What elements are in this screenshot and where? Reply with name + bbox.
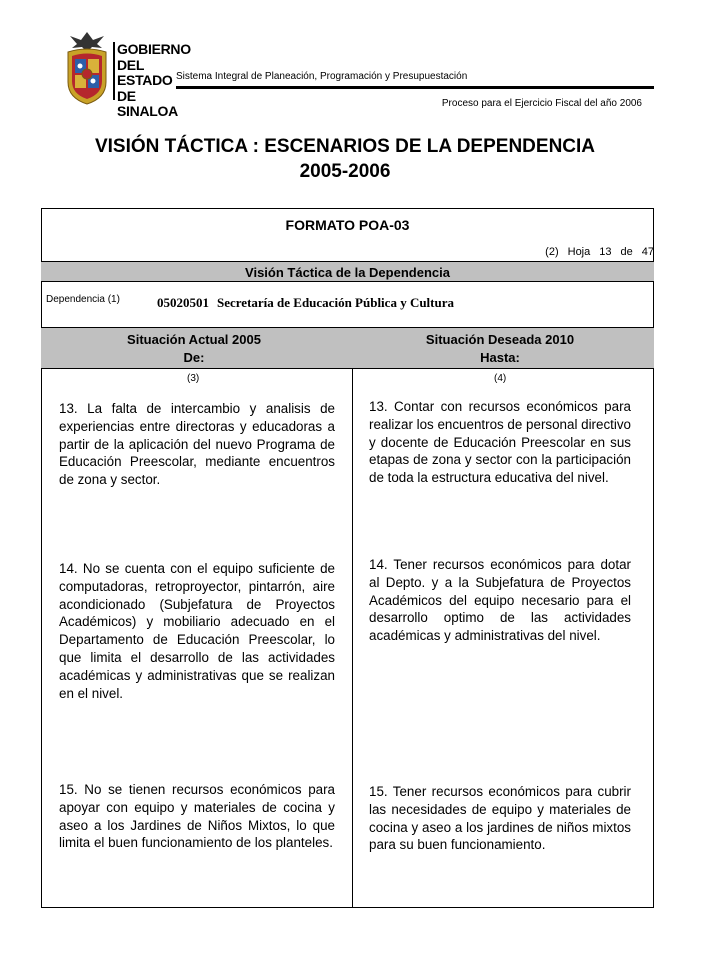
desired-title: Situación Deseada 2010 [425, 332, 575, 347]
logo-divider [113, 42, 115, 100]
section-title: Visión Táctica de la Dependencia [41, 261, 654, 282]
desired-item-15: 15. Tener recursos económicos para cubrir las necesidades de equipo y materiales de cocina y aseo a los jardines de niños mixtos para su buen funcionamiento. [369, 784, 631, 853]
dependency-value [157, 295, 462, 311]
sheet-indicator [545, 246, 654, 258]
header-rule [176, 86, 654, 89]
current-subtitle: De: [183, 350, 205, 365]
sheet-number: 13 [599, 246, 612, 258]
desired-ref: (4) [494, 373, 507, 384]
column-header-current [41, 331, 347, 367]
dependency-label: Dependencia (1) [46, 294, 120, 305]
government-name: GOBIERNO DEL ESTADO DE SINALOA [117, 41, 191, 119]
of-label: de [620, 246, 633, 258]
total-sheets: 47 [641, 246, 654, 258]
dependency-name: Secretaría de Educación Pública y Cultura [217, 295, 455, 310]
format-name: FORMATO POA-03 [285, 217, 410, 233]
current-item-13: 13. La falta de intercambio y analisis de experiencias entre directoras y educadoras a partir de la aplicación del nuevo Programa de Educación Preescolar, mediante encuentros de zona y sector. [59, 401, 335, 488]
desired-item-14: 14. Tener recursos económicos para dotar al Depto. y a la Subjefatura de Proyectos Académicos del equipo necesario para el desarrollo optimo de las actividades académicas y administrativas del nivel. [369, 557, 631, 644]
sheet-label: Hoja [567, 246, 591, 258]
current-title: Situación Actual 2005 [127, 332, 261, 347]
dependency-code: 05020501 [157, 295, 209, 310]
fiscal-process: Proceso para el Ejercicio Fiscal del año 2006 [441, 98, 642, 109]
current-item-15: 15. No se tienen recursos económicos para apoyar con equipo y materiales de cocina y aseo a los Jardines de Niños Mixtos, lo que limita el buen funcionamiento de los planteles. [59, 782, 335, 851]
desired-item-13: 13. Contar con recursos económicos para realizar los encuentros de personal directivo y docente de Educación Preescolar en sus etapas de zona y sector con la participación de toda la estructura educativa del nivel. [369, 399, 632, 486]
current-item-14: 14. No se cuenta con el equipo suficiente de computadoras, retroproyector, pintarrón, aire acondicionado (Subjefatura de Proyectos Académicos) y mobiliario adecuado en el Departamento de Educación Preescolar, lo que limita el desarrollo de las actividades académicas y administrativas que se realizan en el nivel. [59, 561, 335, 701]
column-divider [352, 369, 353, 908]
current-ref: (3) [187, 373, 200, 384]
sinaloa-coat-of-arms-icon [62, 30, 112, 106]
page-title-line2: 2005-2006 [299, 161, 391, 182]
format-ref: (2) [545, 246, 559, 258]
desired-subtitle: Hasta: [480, 350, 520, 365]
page-title-line1: VISIÓN TÁCTICA : ESCENARIOS DE LA DEPENDENCIA [94, 136, 596, 157]
system-title: Sistema Integral de Planeación, Programación y Presupuestación [176, 71, 468, 82]
column-header-desired [347, 331, 653, 367]
page-title [0, 134, 690, 184]
